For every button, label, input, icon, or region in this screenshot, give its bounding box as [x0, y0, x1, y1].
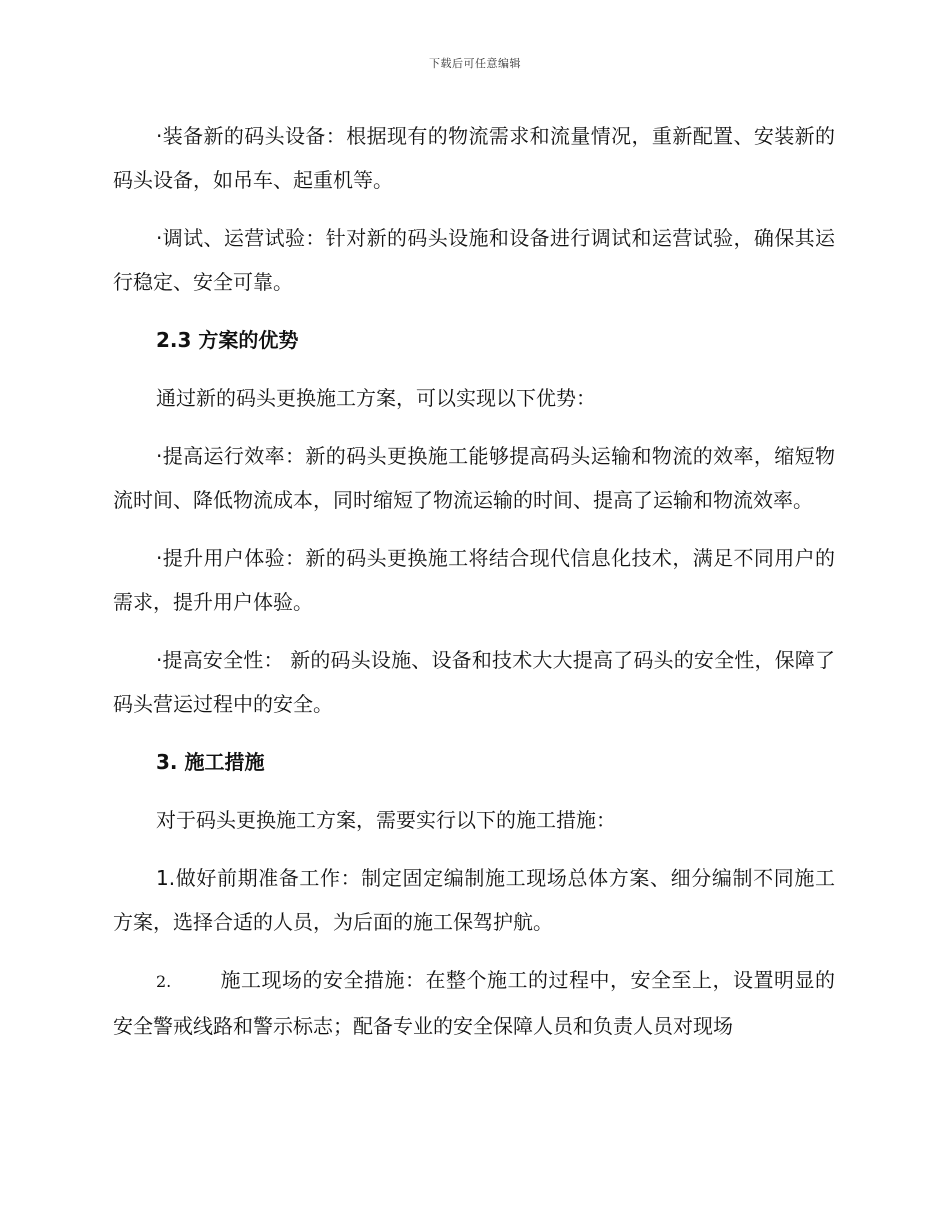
heading-advantages: 2.3 方案的优势 — [156, 328, 299, 352]
document-body — [113, 114, 835, 1062]
paragraph-equipment: ·装备新的码头设备：根据现有的物流需求和流量情况，重新配置、安装新的码头设备，如吊车、起重机等。 — [113, 124, 835, 192]
site-safety-text: 施工现场的安全措施：在整个施工的过程中，安全至上，设置明显的安全警戒线路和警示标志；配备专业的安全保障人员和负责人员对现场 — [113, 968, 835, 1038]
paragraph-efficiency: ·提高运行效率：新的码头更换施工能够提高码头运输和物流的效率，缩短物流时间、降低物流成本，同时缩短了物流运输的时间、提高了运输和物流效率。 — [113, 444, 835, 512]
paragraph-measures-intro: 对于码头更换施工方案，需要实行以下的施工措施： — [156, 808, 616, 832]
heading-construction-measures: 3. 施工措施 — [156, 750, 265, 774]
page-header: 下载后可任意编辑 — [429, 57, 521, 70]
paragraph-advantages-intro: 通过新的码头更换施工方案，可以实现以下优势： — [156, 386, 596, 410]
paragraph-preparation: 1.做好前期准备工作：制定固定编制施工现场总体方案、细分编制不同施工方案，选择合适的人员，为后面的施工保驾护航。 — [113, 866, 835, 934]
paragraph-user-experience: ·提升用户体验：新的码头更换施工将结合现代信息化技术，满足不同用户的需求，提升用户体验。 — [113, 546, 835, 614]
paragraph-testing: ·调试、运营试验：针对新的码头设施和设备进行调试和运营试验，确保其运行稳定、安全可靠。 — [113, 226, 835, 294]
paragraph-safety: ·提高安全性： 新的码头设施、设备和技术大大提高了码头的安全性，保障了码头营运过程中的安全。 — [113, 648, 835, 716]
list-number: 2. — [156, 972, 172, 991]
paragraph-site-safety — [113, 958, 835, 1048]
